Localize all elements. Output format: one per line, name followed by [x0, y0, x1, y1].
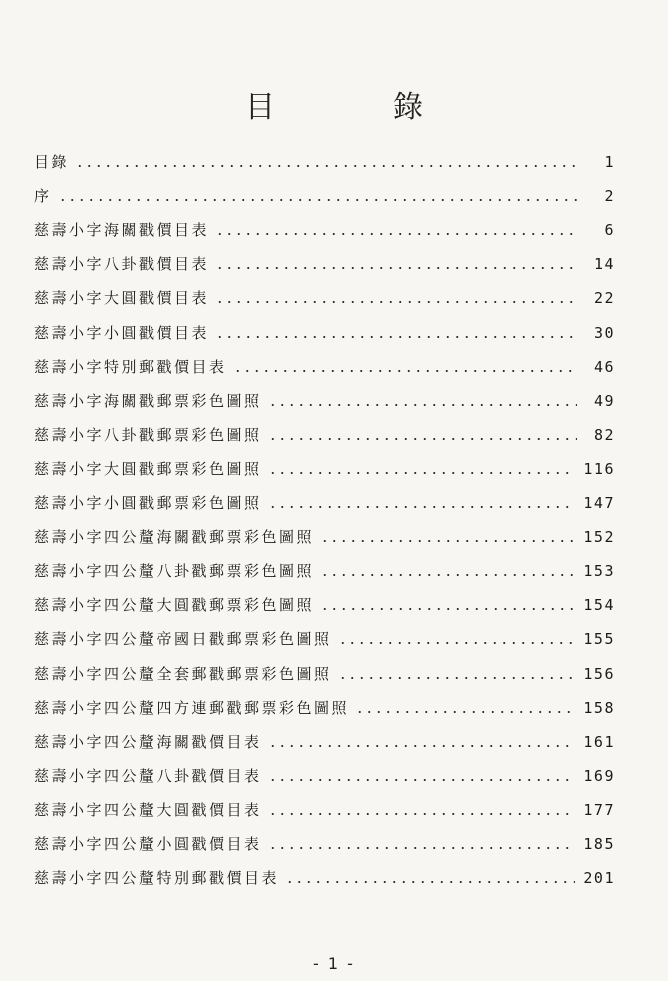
dot-leader: [320, 540, 575, 542]
toc-entry-page-number: 147: [583, 494, 615, 513]
toc-entry-page-number: 161: [583, 732, 615, 751]
dot-leader: [355, 711, 575, 713]
toc-entry: [34, 855, 615, 889]
toc-entry-page-number: 152: [583, 528, 615, 547]
toc-entry-page-number: 155: [583, 630, 615, 649]
toc-entry-label: 慈壽小字海關戳郵票彩色圖照: [34, 391, 262, 410]
page-number: - 1 -: [313, 954, 355, 973]
toc-entry: [34, 412, 615, 446]
toc-entry: [34, 344, 615, 378]
toc-entry-label: 慈壽小字四公釐大圓戳價目表: [34, 800, 262, 819]
toc-entry-label: 慈壽小字四公釐小圓戳價目表: [34, 834, 262, 853]
dot-leader: [233, 370, 577, 372]
toc-entry-page-number: 30: [593, 323, 615, 342]
toc-entry-label: 慈壽小字八卦戳郵票彩色圖照: [34, 425, 262, 444]
dot-leader: [320, 608, 575, 610]
toc-entry: [34, 787, 615, 821]
toc-entry-page-number: 22: [593, 289, 615, 308]
toc-entry-label: 慈壽小字四公釐八卦戳郵票彩色圖照: [34, 562, 315, 581]
toc-entry: [34, 241, 615, 275]
dot-leader: [215, 336, 577, 338]
dot-leader: [215, 233, 577, 235]
toc-entry: [34, 378, 615, 412]
toc-entry-page-number: 154: [583, 596, 615, 615]
toc-entry-label: 慈壽小字大圓戳郵票彩色圖照: [34, 459, 262, 478]
toc-entry-label: 慈壽小字四公釐全套郵戳郵票彩色圖照: [34, 664, 332, 683]
toc-entry-page-number: 156: [583, 664, 615, 683]
toc-entry-label: 目錄: [34, 153, 70, 172]
toc-entry-page-number: 1: [604, 153, 615, 172]
dot-leader: [215, 267, 577, 269]
toc-entry: [34, 139, 615, 173]
toc-entry-label: 慈壽小字小圓戳郵票彩色圖照: [34, 494, 262, 513]
toc-entry: [34, 650, 615, 684]
toc-entry: [34, 514, 615, 548]
toc-entry-label: 慈壽小字海關戳價目表: [34, 221, 210, 240]
toc-entry-label: 慈壽小字小圓戳價目表: [34, 323, 210, 342]
toc-entry-page-number: 2: [604, 187, 615, 206]
toc-entry-label: 慈壽小字四公釐海關戳價目表: [34, 732, 262, 751]
toc-entry: [34, 685, 615, 719]
toc-entry-label: 慈壽小字八卦戳價目表: [34, 255, 210, 274]
dot-leader: [320, 574, 575, 576]
toc-entry-page-number: 201: [583, 869, 615, 888]
dot-leader: [268, 779, 576, 781]
toc-entry-label: 慈壽小字四公釐海關戳郵票彩色圖照: [34, 528, 315, 547]
toc-entry: [34, 480, 615, 514]
toc-entry-label: 慈壽小字特別郵戳價目表: [34, 357, 227, 376]
dot-leader: [75, 165, 577, 167]
toc-entry-page-number: 46: [593, 357, 615, 376]
toc-entry: [34, 309, 615, 343]
page-title: 目 錄: [245, 90, 467, 125]
dot-leader: [215, 301, 577, 303]
dot-leader: [58, 199, 577, 201]
toc-entry-page-number: 177: [583, 800, 615, 819]
dot-leader: [268, 745, 576, 747]
toc-entry-label: 慈壽小字四公釐八卦戳價目表: [34, 766, 262, 785]
toc-entry-page-number: 116: [583, 459, 615, 478]
toc-entry-page-number: 6: [604, 221, 615, 240]
toc-entry: [34, 821, 615, 855]
dot-leader: [338, 642, 576, 644]
table-of-contents: [34, 139, 615, 889]
toc-entry-label: 慈壽小字四公釐特別郵戳價目表: [34, 869, 280, 888]
dot-leader: [268, 813, 576, 815]
toc-entry-label: 慈壽小字四公釐帝國日戳郵票彩色圖照: [34, 630, 332, 649]
toc-entry-page-number: 153: [583, 562, 615, 581]
dot-leader: [338, 677, 576, 679]
toc-entry-page-number: 49: [593, 391, 615, 410]
toc-entry-label: 慈壽小字大圓戳價目表: [34, 289, 210, 308]
toc-entry: [34, 753, 615, 787]
toc-entry: [34, 616, 615, 650]
dot-leader: [268, 404, 577, 406]
toc-entry: [34, 275, 615, 309]
toc-entry: [34, 207, 615, 241]
dot-leader: [268, 472, 576, 474]
toc-entry-page-number: 158: [583, 698, 615, 717]
toc-entry-label: 慈壽小字四公釐大圓戳郵票彩色圖照: [34, 596, 315, 615]
toc-entry-label: 慈壽小字四公釐四方連郵戳郵票彩色圖照: [34, 698, 350, 717]
toc-entry: [34, 446, 615, 480]
toc-entry-page-number: 169: [583, 766, 615, 785]
dot-leader: [268, 506, 576, 508]
toc-entry-page-number: 14: [593, 255, 615, 274]
toc-entry: [34, 173, 615, 207]
toc-entry-page-number: 185: [583, 834, 615, 853]
toc-entry-label: 序: [34, 187, 52, 206]
dot-leader: [268, 847, 576, 849]
toc-entry: [34, 719, 615, 753]
dot-leader: [285, 881, 575, 883]
toc-entry-page-number: 82: [593, 425, 615, 444]
toc-entry: [34, 582, 615, 616]
toc-entry: [34, 548, 615, 582]
dot-leader: [268, 438, 577, 440]
